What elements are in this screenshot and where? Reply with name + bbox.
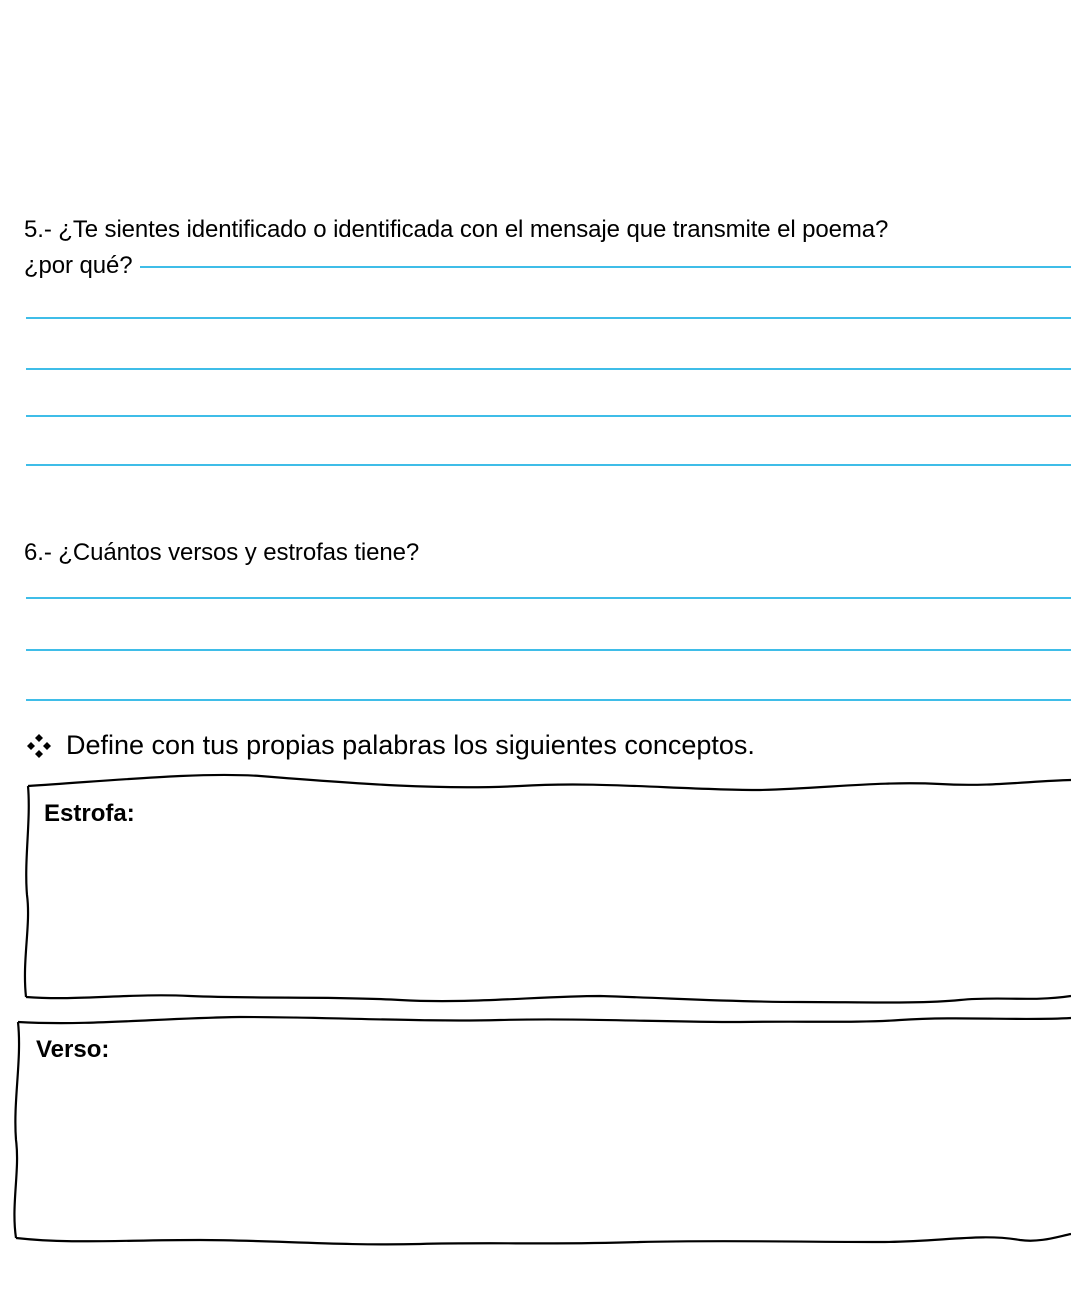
verso-box-top [18, 1017, 1071, 1023]
four-diamond-bullet-icon [26, 733, 52, 759]
answer-line[interactable] [26, 415, 1071, 417]
answer-line[interactable] [26, 649, 1071, 651]
question-6-text: 6.- ¿Cuántos versos y estrofas tiene? [24, 539, 420, 566]
answer-line[interactable] [140, 266, 1071, 268]
answer-line[interactable] [26, 597, 1071, 599]
answer-line[interactable] [26, 368, 1071, 370]
estrofa-box-top [28, 775, 1071, 790]
estrofa-box-left [25, 786, 29, 997]
answer-line[interactable] [26, 699, 1071, 701]
instruction [26, 730, 755, 761]
answer-line[interactable] [26, 464, 1071, 466]
verso-box-left [14, 1022, 19, 1238]
instruction-text: Define con tus propias palabras los siguientes conceptos. [66, 730, 755, 760]
question-5-why: ¿por qué? [24, 252, 133, 279]
estrofa-box-bottom [26, 995, 1071, 1002]
verso-label: Verso: [36, 1036, 110, 1063]
verso-box-bottom [16, 1234, 1071, 1244]
estrofa-label: Estrofa: [44, 800, 135, 827]
answer-line[interactable] [26, 317, 1071, 319]
question-5-text: 5.- ¿Te sientes identificado o identificada con el mensaje que transmite el poema? [24, 216, 889, 243]
